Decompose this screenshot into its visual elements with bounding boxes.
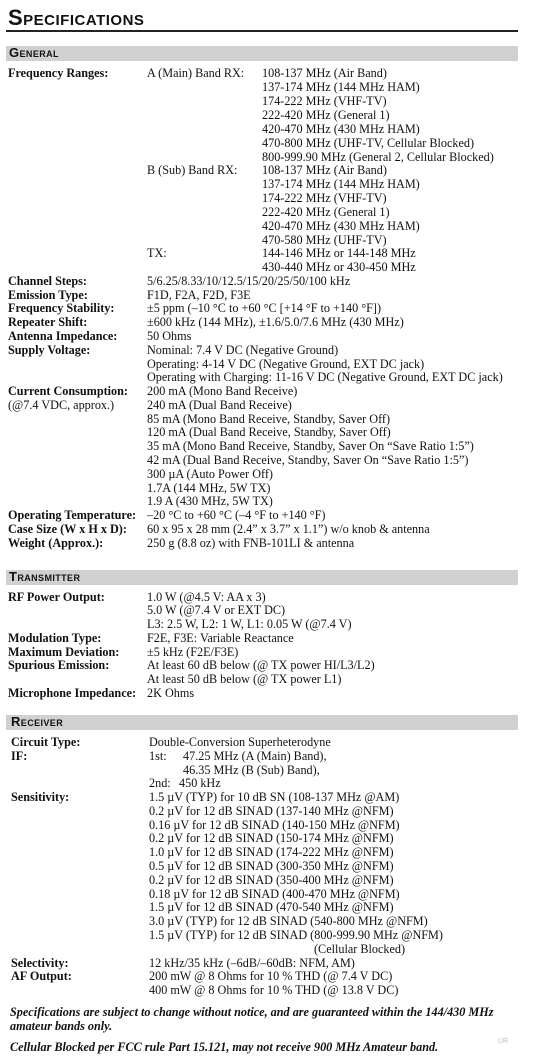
freq-range: 174-222 MHz (VHF-TV) xyxy=(262,94,387,108)
sens-value: 0.18 µV for 12 dB SINAD (400-470 MHz @NFM) xyxy=(149,887,400,901)
spec-label-spurious: Spurious Emission: xyxy=(8,658,110,672)
current-value: 1.7A (144 MHz, 5W TX) xyxy=(147,481,271,495)
spec-value-selectivity: 12 kHz/35 kHz (–6dB/–60dB: NFM, AM) xyxy=(149,956,355,970)
sens-value: 0.2 µV for 12 dB SINAD (150-174 MHz @NFM) xyxy=(149,831,394,845)
watermark-bottom: UR xyxy=(498,1038,509,1045)
sens-value: 1.0 µV for 12 dB SINAD (174-222 MHz @NFM) xyxy=(149,845,394,859)
spec-current-sub: (@7.4 VDC, approx.) xyxy=(8,398,115,412)
if-value: 46.35 MHz (B (Sub) Band), xyxy=(183,763,320,777)
sens-value: 0.2 µV for 12 dB SINAD (350-400 MHz @NFM) xyxy=(149,873,394,887)
freq-range: 470-800 MHz (UHF-TV, Cellular Blocked) xyxy=(262,136,475,150)
spec-label-circuit: Circuit Type: xyxy=(11,735,81,749)
spec-value-antenna: 50 Ohms xyxy=(147,329,192,343)
spec-label-current: Current Consumption: xyxy=(8,384,128,398)
section-receiver-title: Receiver xyxy=(11,714,64,729)
freq-range: 137-174 MHz (144 MHz HAM) xyxy=(262,80,420,94)
spec-label-antenna: Antenna Impedance: xyxy=(8,329,118,343)
spec-value-emission: F1D, F2A, F2D, F3E xyxy=(147,288,251,302)
supply-value: Nominal: 7.4 V DC (Negative Ground) xyxy=(147,343,339,357)
supply-value: Operating: 4-14 V DC (Negative Ground, EXT DC jack) xyxy=(147,357,425,371)
current-value: 1.9 A (430 MHz, 5W TX) xyxy=(147,494,273,508)
spur-value: At least 50 dB below (@ TX power L1) xyxy=(147,672,342,686)
section-receiver-header xyxy=(6,715,518,730)
section-transmitter-title: Transmitter xyxy=(9,569,81,584)
if-value: 450 kHz xyxy=(179,776,221,790)
rf-value: 5.0 W (@7.4 V or EXT DC) xyxy=(147,603,286,617)
spec-value-mic: 2K Ohms xyxy=(147,686,195,700)
sens-value: 1.5 µV for 12 dB SINAD (470-540 MHz @NFM) xyxy=(149,900,394,914)
supply-value: Operating with Charging: 11-16 V DC (Negative Ground, EXT DC jack) xyxy=(147,370,503,384)
spec-value-weight: 250 g (8.8 oz) with FNB-101LI & antenna xyxy=(147,536,355,550)
spec-label-modulation: Modulation Type: xyxy=(8,631,102,645)
spec-value-modulation: F2E, F3E: Variable Reactance xyxy=(147,631,294,645)
freq-range: 800-999.90 MHz (General 2, Cellular Blocked) xyxy=(262,150,494,164)
spec-label-weight: Weight (Approx.): xyxy=(8,536,104,550)
sens-value: (Cellular Blocked) xyxy=(314,942,406,956)
current-value: 85 mA (Mono Band Receive, Standby, Saver Off) xyxy=(147,412,391,426)
if-value: 47.25 MHz (A (Main) Band), xyxy=(183,749,327,763)
af-value: 200 mW @ 8 Ohms for 10 % THD (@ 7.4 V DC) xyxy=(149,969,393,983)
spec-value-temperature: –20 °C to +60 °C (–4 °F to +140 °F) xyxy=(147,508,326,522)
freq-range: 420-470 MHz (430 MHz HAM) xyxy=(262,122,420,136)
freq-range: 222-420 MHz (General 1) xyxy=(262,205,390,219)
spec-value-channel-steps: 5/6.25/8.33/10/12.5/15/20/25/50/100 kHz xyxy=(147,274,351,288)
if-2nd-label: 2nd: xyxy=(149,776,171,790)
current-value: 300 µA (Auto Power Off) xyxy=(147,467,273,481)
spec-label-rf-power: RF Power Output: xyxy=(8,590,105,604)
sens-value: 0.5 µV for 12 dB SINAD (300-350 MHz @NFM) xyxy=(149,859,394,873)
freq-range: 108-137 MHz (Air Band) xyxy=(262,163,387,177)
spec-b-band-label: B (Sub) Band RX: xyxy=(147,163,238,177)
current-value: 200 mA (Mono Band Receive) xyxy=(147,384,298,398)
title-rule xyxy=(6,30,518,32)
freq-range: 470-580 MHz (UHF-TV) xyxy=(262,233,387,247)
freq-range: 174-222 MHz (VHF-TV) xyxy=(262,191,387,205)
current-value: 120 mA (Dual Band Receive, Standby, Saver Off) xyxy=(147,425,391,439)
sens-value: 0.16 µV for 12 dB SINAD (140-150 MHz @NFM) xyxy=(149,818,400,832)
spec-label-supply: Supply Voltage: xyxy=(8,343,91,357)
spur-value: At least 60 dB below (@ TX power HI/L3/L2) xyxy=(147,658,375,672)
spec-label-temperature: Operating Temperature: xyxy=(8,508,137,522)
spec-label-stability: Frequency Stability: xyxy=(8,301,115,315)
spec-value-repeater: ±600 kHz (144 MHz), ±1.6/5.0/7.6 MHz (430 MHz) xyxy=(147,315,404,329)
spec-label-emission: Emission Type: xyxy=(8,288,88,302)
spec-label-deviation: Maximum Deviation: xyxy=(8,645,120,659)
spec-label-af-output: AF Output: xyxy=(11,969,72,983)
spec-label-repeater: Repeater Shift: xyxy=(8,315,88,329)
spec-label-case: Case Size (W x H x D): xyxy=(8,522,127,536)
if-1st-label: 1st: xyxy=(149,749,167,763)
rf-value: L3: 2.5 W, L2: 1 W, L1: 0.05 W (@7.4 V) xyxy=(147,617,352,631)
spec-value-circuit: Double-Conversion Superheterodyne xyxy=(149,735,331,749)
spec-value-deviation: ±5 kHz (F2E/F3E) xyxy=(147,645,239,659)
section-transmitter-header xyxy=(6,570,518,585)
spec-value-case: 60 x 95 x 28 mm (2.4” x 3.7” x 1.1”) w/o knob & antenna xyxy=(147,522,430,536)
current-value: 240 mA (Dual Band Receive) xyxy=(147,398,292,412)
af-value: 400 mW @ 8 Ohms for 10 % THD (@ 13.8 V DC) xyxy=(149,983,399,997)
sens-value: 1.5 µV (TYP) for 12 dB SINAD (800-999.90 MHz @NFM) xyxy=(149,928,443,942)
freq-range: 222-420 MHz (General 1) xyxy=(262,108,390,122)
spec-label-mic: Microphone Impedance: xyxy=(8,686,137,700)
freq-range: 430-440 MHz or 430-450 MHz xyxy=(262,260,416,274)
spec-tx-label: TX: xyxy=(147,246,167,260)
sens-value: 3.0 µV (TYP) for 12 dB SINAD (540-800 MHz @NFM) xyxy=(149,914,428,928)
sens-value: 0.2 µV for 12 dB SINAD (137-140 MHz @NFM) xyxy=(149,804,394,818)
spec-label-selectivity: Selectivity: xyxy=(11,956,69,970)
cellular-blocked-note: Cellular Blocked per FCC rule Part 15.121, may not receive 900 MHz Amateur band. xyxy=(10,1040,439,1054)
page-title: Specifications xyxy=(8,5,145,30)
spec-label-sensitivity: Sensitivity: xyxy=(11,790,70,804)
freq-range: 137-174 MHz (144 MHz HAM) xyxy=(262,177,420,191)
section-general-title: General xyxy=(9,45,59,60)
sens-value: 1.5 µV (TYP) for 10 dB SN (108-137 MHz @AM) xyxy=(149,790,400,804)
spec-label-frequency: Frequency Ranges: xyxy=(8,66,109,80)
spec-a-band-label: A (Main) Band RX: xyxy=(147,66,245,80)
spec-value-stability: ±5 ppm (–10 °C to +60 °C [+14 °F to +140 °F]) xyxy=(147,301,382,315)
spec-label-if: IF: xyxy=(11,749,28,763)
current-value: 42 mA (Dual Band Receive, Standby, Saver On “Save Ratio 1:5”) xyxy=(147,453,469,467)
freq-range: 108-137 MHz (Air Band) xyxy=(262,66,387,80)
section-general-header xyxy=(6,46,518,61)
spec-disclaimer-note: Specifications are subject to change without notice, and are guaranteed within the 144/430 MHz amateur bands only. xyxy=(10,1005,494,1033)
freq-range: 420-470 MHz (430 MHz HAM) xyxy=(262,219,420,233)
current-value: 35 mA (Mono Band Receive, Standby, Saver On “Save Ratio 1:5”) xyxy=(147,439,474,453)
freq-range: 144-146 MHz or 144-148 MHz xyxy=(262,246,416,260)
rf-value: 1.0 W (@4.5 V: AA x 3) xyxy=(147,590,266,604)
spec-label-channel-steps: Channel Steps: xyxy=(8,274,87,288)
